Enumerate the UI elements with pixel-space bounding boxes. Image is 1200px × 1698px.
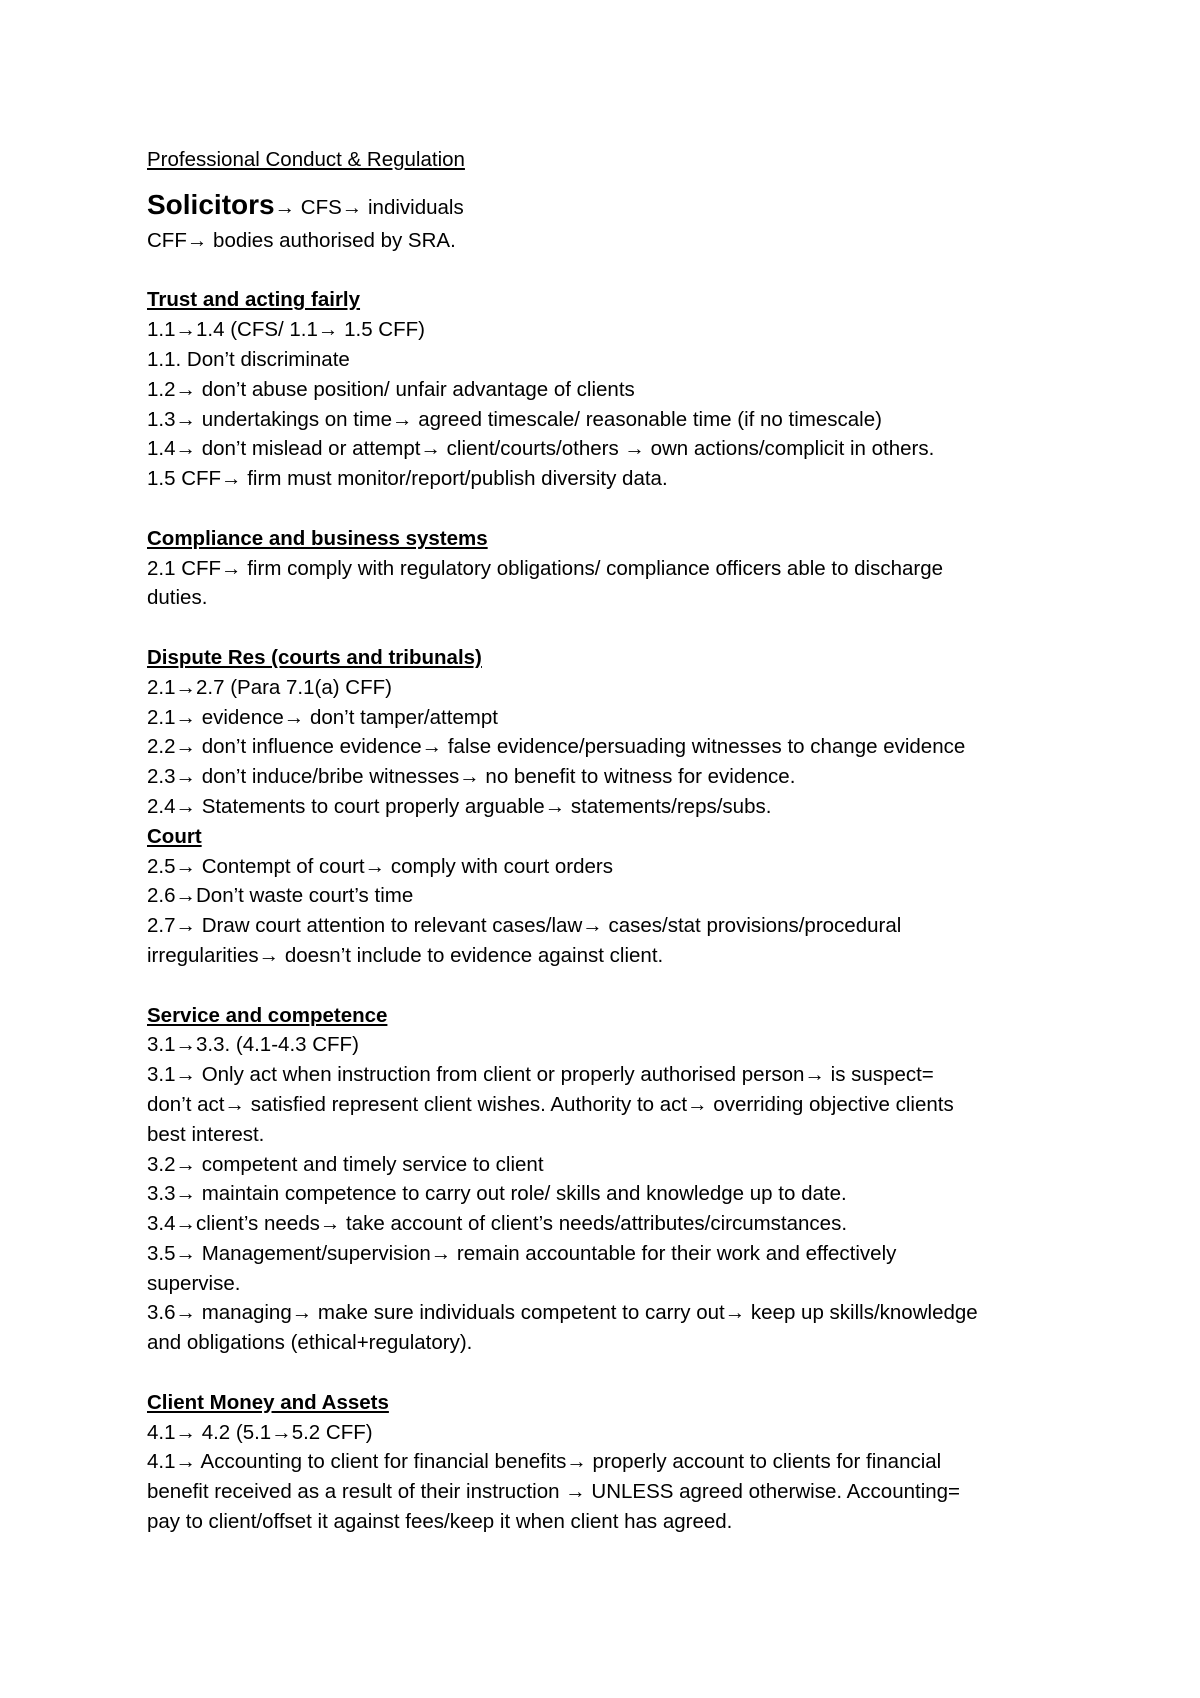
section-line: 2.4→ Statements to court properly arguable→ statements/reps/subs.	[147, 794, 772, 818]
section-line: 1.4→ don’t mislead or attempt→ client/courts/others → own actions/complicit in others.	[147, 437, 935, 461]
intro-solicitors-line	[147, 187, 1077, 226]
section-line: 2.1 CFF→ firm comply with regulatory obligations/ compliance officers able to discharge	[147, 556, 944, 580]
intro-cff-line: CFF→ bodies authorised by SRA.	[147, 228, 456, 252]
section-line: 2.7→ Draw court attention to relevant cases/law→ cases/stat provisions/procedural	[147, 914, 902, 938]
spacer	[147, 1358, 1077, 1388]
spacer	[147, 613, 1077, 643]
section-line: irregularities→ doesn’t include to evidence against client.	[147, 943, 664, 967]
section-heading-dispute: Dispute Res (courts and tribunals)	[147, 645, 482, 669]
section-line: 3.6→ managing→ make sure individuals competent to carry out→ keep up skills/knowledge	[147, 1301, 978, 1325]
spacer	[147, 494, 1077, 524]
spacer	[147, 256, 1077, 286]
section-line: 2.1→2.7 (Para 7.1(a) CFF)	[147, 675, 392, 699]
spacer	[147, 175, 1077, 187]
section-line: 4.1→ 4.2 (5.1→5.2 CFF)	[147, 1420, 373, 1444]
subheading-court: Court	[147, 824, 202, 848]
section-line: 3.1→3.3. (4.1-4.3 CFF)	[147, 1033, 359, 1057]
section-line: best interest.	[147, 1122, 265, 1146]
section-line: 1.2→ don’t abuse position/ unfair advantage of clients	[147, 377, 635, 401]
section-line: pay to client/offset it against fees/keep it when client has agreed.	[147, 1510, 733, 1534]
section-line: 1.1→1.4 (CFS/ 1.1→ 1.5 CFF)	[147, 318, 425, 342]
section-line: benefit received as a result of their instruction → UNLESS agreed otherwise. Accounting=	[147, 1480, 961, 1504]
section-line: 1.1. Don’t discriminate	[147, 347, 350, 371]
section-heading-client-money: Client Money and Assets	[147, 1390, 389, 1414]
section-line: duties.	[147, 586, 208, 610]
section-line: 3.2→ competent and timely service to client	[147, 1152, 544, 1176]
section-heading-trust: Trust and acting fairly	[147, 288, 361, 312]
document-page	[147, 145, 1077, 1537]
section-line: 3.5→ Management/supervision→ remain accountable for their work and effectively	[147, 1241, 897, 1265]
section-line: 1.5 CFF→ firm must monitor/report/publish diversity data.	[147, 467, 668, 491]
section-heading-service: Service and competence	[147, 1003, 388, 1027]
section-line: 2.3→ don’t induce/bribe witnesses→ no benefit to witness for evidence.	[147, 765, 796, 789]
section-line: 2.1→ evidence→ don’t tamper/attempt	[147, 705, 498, 729]
section-line: don’t act→ satisfied represent client wishes. Authority to act→ overriding objective clients	[147, 1092, 954, 1116]
section-line: 2.2→ don’t influence evidence→ false evidence/persuading witnesses to change evidence	[147, 735, 966, 759]
solicitors-word: Solicitors	[147, 188, 275, 220]
solicitors-rest: → CFS→ individuals	[274, 195, 464, 219]
section-heading-compliance: Compliance and business systems	[147, 526, 488, 550]
section-line: supervise.	[147, 1271, 241, 1295]
section-line: 3.4→client’s needs→ take account of client’s needs/attributes/circumstances.	[147, 1212, 848, 1236]
section-line: 2.5→ Contempt of court→ comply with court orders	[147, 854, 613, 878]
spacer	[147, 971, 1077, 1001]
section-line: and obligations (ethical+regulatory).	[147, 1331, 473, 1355]
section-line: 3.3→ maintain competence to carry out role/ skills and knowledge up to date.	[147, 1182, 847, 1206]
section-line: 3.1→ Only act when instruction from client or properly authorised person→ is suspect=	[147, 1063, 934, 1087]
section-line: 4.1→ Accounting to client for financial benefits→ properly account to clients for financial	[147, 1450, 942, 1474]
section-line: 2.6→Don’t waste court’s time	[147, 884, 414, 908]
section-line: 1.3→ undertakings on time→ agreed timescale/ reasonable time (if no timescale)	[147, 407, 882, 431]
document-title: Professional Conduct & Regulation	[147, 148, 465, 171]
